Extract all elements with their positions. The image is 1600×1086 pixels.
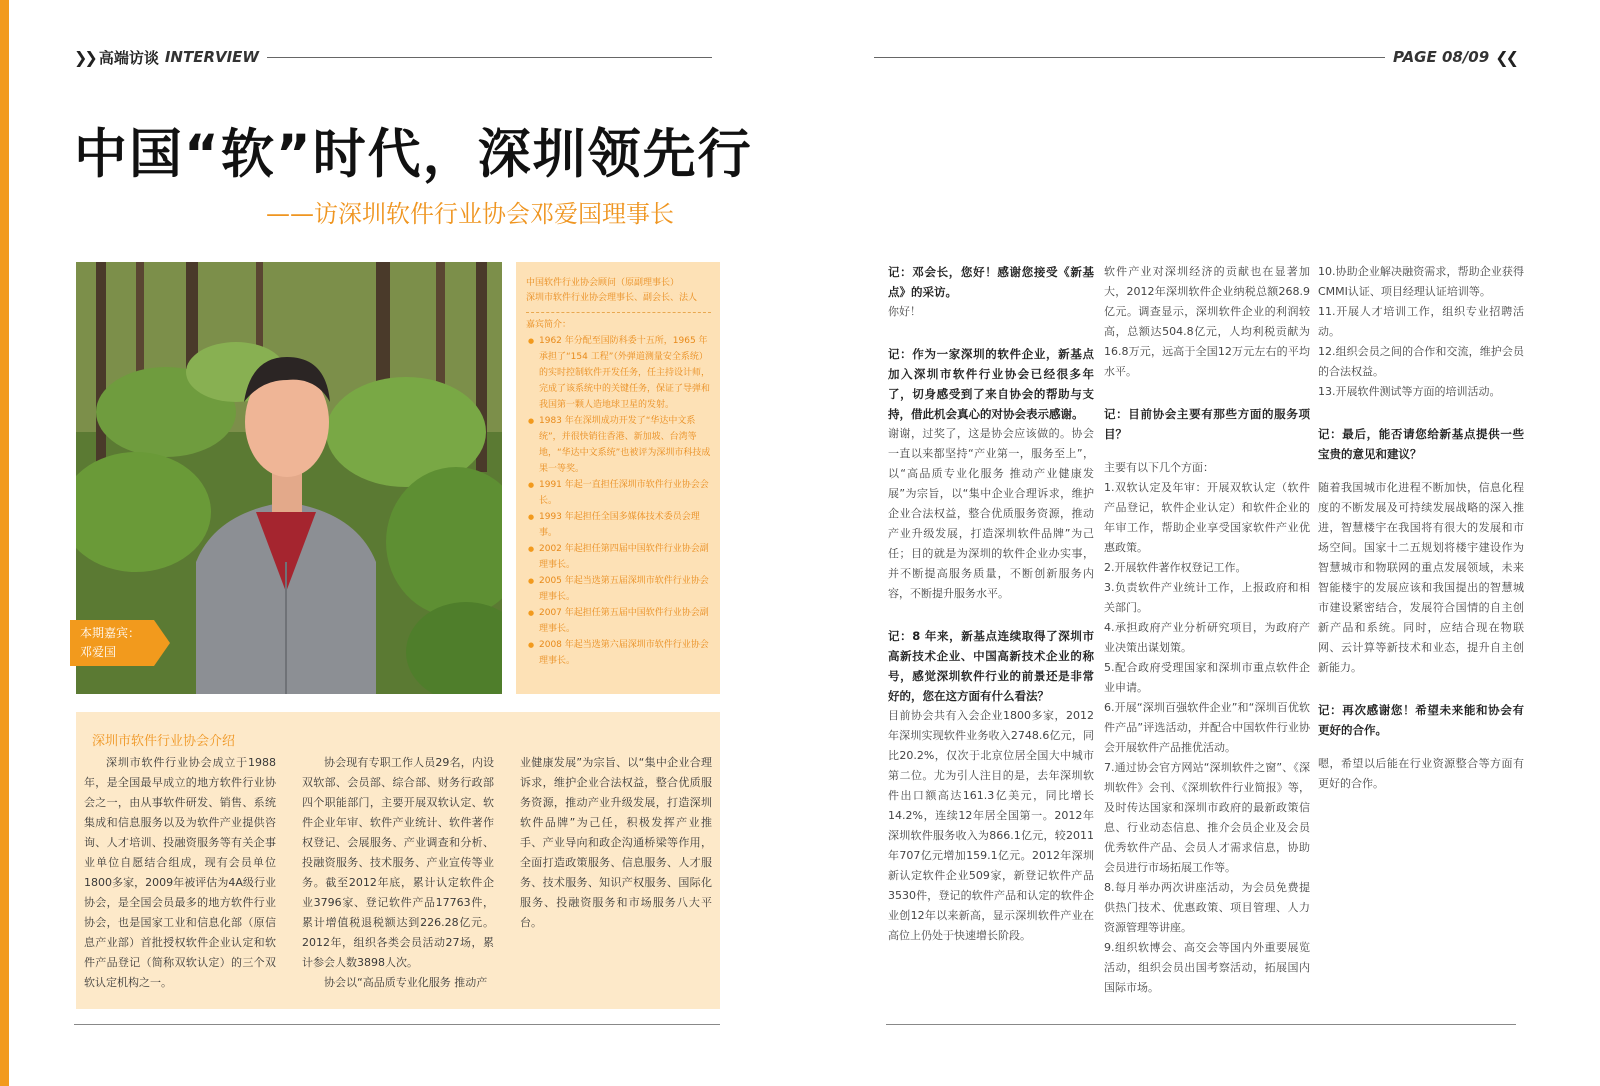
answer: 主要有以下几个方面：	[1104, 461, 1214, 474]
service-item: 1.双软认定及年审：开展双软认定（软件产品登记，软件企业认定）和软件企业的年审工作，帮助企业享受国家软件产业优惠政策。	[1104, 481, 1310, 554]
question: 记：8 年来，新基点连续取得了深圳市高新技术企业、中国高新技术企业的称号，感觉深圳软件行业的前景还是非常好的，您在这方面有什么看法？	[888, 629, 1094, 703]
page-number: PAGE 08/09	[1392, 48, 1490, 66]
section-label-cn: 高端访谈	[98, 48, 159, 67]
guest-bio-box	[516, 262, 720, 694]
header-right	[866, 46, 1516, 68]
bio-item: ● 2002 年起担任第四届中国软件行业协会副理事长。	[526, 541, 711, 573]
section-label-en: INTERVIEW	[164, 48, 259, 66]
bio-role: 深圳市软件行业协会理事长、副会长、法人	[526, 293, 698, 303]
guest-badge-name: 邓爱国	[80, 645, 117, 659]
service-item: 7.通过协会官方网站“深圳软件之窗”、《深圳软件》会刊、《深圳软件行业简报》等，及时传达国家和深圳市政府的最新政策信息、行业动态信息、推介会员企业及会员优秀软件产品、会员人才需求信息，协助会员进行市场拓展工作等。	[1104, 761, 1310, 874]
service-item: 3.负责软件产业统计工作，上报政府和相关部门。	[1104, 581, 1310, 614]
service-item: 5.配合政府受理国家和深圳市重点软件企业申请。	[1104, 661, 1310, 694]
intro-paragraph: 协会现有专职工作人员29名，内设双软部、会员部、综合部、财务行政部四个职能部门，主要开展双软认定、软件企业年审、软件产业统计、软件著作权登记、会展服务、产业调查和分析、投融资服务、技术服务、产业宣传等业务。截至2012年底，累计认定软件企业3796家、登记软件产品17763件，累计增值税退税额达到226.28亿元。2012年，组织各类会员活动27场，累计参会人数3898人次。	[302, 756, 494, 969]
intro-column	[520, 753, 712, 993]
service-item: 4.承担政府产业分析研究项目，为政府产业决策出谋划策。	[1104, 621, 1310, 654]
bio-divider	[526, 312, 711, 313]
interview-column-1	[888, 262, 1094, 946]
service-item: 8.每月举办两次讲座活动，为会员免费提供热门技术、优惠政策、项目管理、人力资源管理等讲座。	[1104, 881, 1310, 934]
answer: 目前协会共有入会企业1800多家，2012年深圳实现软件业务收入2748.6亿元，同比20.2%，仅次于北京位居全国大中城市第二位。尤为引人注目的是，去年深圳软件出口额高达161.3亿美元，同比增长14.2%，连续12年居全国第一。2012年深圳软件服务收入为866.1亿元，较2011年707亿元增加159.1亿元。2012年深圳新认定软件企业509家，新登记软件产品3530件，登记的软件产品和认定的软件企业创12年以来新高，显示深圳软件产业在高位上仍处于快速增长阶段。	[888, 709, 1094, 942]
article-subtitle: ——访深圳软件行业协会邓爱国理事长	[266, 200, 674, 228]
answer: 软件产业对深圳经济的贡献也在显著加大，2012年深圳软件企业纳税总额268.9亿元。调查显示，深圳软件企业的利润较高，总额达504.8亿元，人均利税贡献为16.8万元，远高于全国12万元左右的平均水平。	[1104, 265, 1310, 378]
association-intro-box	[76, 712, 720, 1009]
answer: 你好！	[888, 305, 921, 318]
answer: 谢谢，过奖了，这是协会应该做的。协会一直以来都坚持“产业第一，服务至上”，以“高品质专业化服务 推动产业健康发展”为宗旨，以“集中企业合理诉求，维护企业合法权益，整合优质服务资源，推动产业升级发展，打造深圳软件品牌”为己任；目的就是为深圳的软件企业办实事，并不断提高服务质量，不断创新服务内容，不断提升服务水平。	[888, 427, 1094, 600]
double-chevron-right-icon: ❯❯	[74, 47, 95, 67]
guest-badge	[70, 620, 170, 666]
intro-heading: 深圳市软件行业协会介绍	[92, 734, 236, 749]
header-rule	[267, 57, 712, 58]
service-item: 12.组织会员之间的合作和交流，维护会员的合法权益。	[1318, 345, 1524, 378]
header-rule	[874, 57, 1385, 58]
service-item: 9.组织软博会、高交会等国内外重要展览活动，组织会员出国考察活动，拓展国内国际市场。	[1104, 941, 1310, 994]
article-title: 中国“软”时代，深圳领先行	[74, 124, 753, 185]
header-left	[74, 46, 720, 68]
question: 记：目前协会主要有那些方面的服务项目？	[1104, 407, 1310, 441]
answer: 嗯，希望以后能在行业资源整合等方面有更好的合作。	[1318, 757, 1524, 790]
service-item: 10.协助企业解决融资需求，帮助企业获得CMMI认证、项目经理认证培训等。	[1318, 265, 1524, 298]
question: 记：最后，能否请您给新基点提供一些宝贵的意见和建议？	[1318, 427, 1524, 461]
answer: 随着我国城市化进程不断加快，信息化程度的不断发展及可持续发展战略的深入推进，智慧楼宇在我国将有很大的发展和市场空间。国家十二五规划将楼宇建设作为智慧城市和物联网的重点发展领域，未来智能楼宇的发展应该和我国提出的智慧城市建设紧密结合，发展符合国情的自主创新产品和系统。同时，应结合现在物联网、云计算等新技术和业态，提升自主创新能力。	[1318, 481, 1524, 674]
bio-item: ● 2008 年起当选第六届深圳市软件行业协会理事长。	[526, 637, 711, 669]
bio-item: ● 1993 年起担任全国多媒体技术委员会理事。	[526, 509, 711, 541]
service-item: 6.开展“深圳百强软件企业”和“深圳百优软件产品”评选活动，并配合中国软件行业协会开展软件产品推优活动。	[1104, 701, 1310, 754]
guest-badge-label: 本期嘉宾：	[80, 626, 141, 640]
bio-intro-label: 嘉宾简介：	[526, 320, 572, 330]
intro-paragraph: 业健康发展”为宗旨、以“集中企业合理诉求，维护企业合法权益，整合优质服务资源，推动产业升级发展，打造深圳软件品牌”为己任，积极发挥产业推手、产业导向和政企沟通桥梁等作用，全面打造政策服务、信息服务、人才服务、技术服务、知识产权服务、国际化服务、投融资服务和市场服务八大平台。	[520, 756, 712, 929]
bio-item: ● 1962 年分配至国防科委十五所，1965 年承担了“154 工程”（外弹道测量安全系统）的实时控制软件开发任务，任主持设计师，完成了该系统中的关键任务，保证了导弹和我国第一颗人造地球卫星的发射。	[526, 333, 711, 413]
bio-list	[526, 333, 711, 669]
interview-column-2	[1104, 262, 1310, 998]
intro-column	[84, 753, 276, 993]
intro-column	[302, 753, 494, 993]
bio-item: ● 1991 年起一直担任深圳市软件行业协会会长。	[526, 477, 711, 509]
service-item: 13.开展软件测试等方面的培训活动。	[1318, 385, 1501, 398]
footer-rule-right	[886, 1024, 1516, 1025]
bio-item: ● 2007 年起担任第五届中国软件行业协会副理事长。	[526, 605, 711, 637]
question: 记：再次感谢您！希望未来能和协会有更好的合作。	[1318, 703, 1524, 737]
bio-item: ● 1983 年在深圳成功开发了“华达中文系统”，并很快销往香港、新加坡、台湾等地，“华达中文系统”也被评为深圳市科技成果一等奖。	[526, 413, 711, 477]
double-chevron-left-icon: ❮❮	[1495, 47, 1516, 67]
intro-paragraph: 协会以“高品质专业化服务 推动产	[324, 976, 488, 989]
footer-rule-left	[74, 1024, 720, 1025]
orange-spine-bar	[0, 0, 9, 1086]
interview-column-3	[1318, 262, 1524, 794]
question: 记：作为一家深圳的软件企业，新基点加入深圳市软件行业协会已经很多年了，切身感受到了来自协会的帮助与支持，借此机会真心的对协会表示感谢。	[888, 347, 1094, 421]
service-item: 11.开展人才培训工作，组织专业招聘活动。	[1318, 305, 1524, 338]
service-item: 2.开展软件著作权登记工作。	[1104, 561, 1247, 574]
intro-paragraph: 深圳市软件行业协会成立于1988年，是全国最早成立的地方软件行业协会之一，由从事软件研发、销售、系统集成和信息服务以及为软件产业提供咨询、人才培训、投融资服务等有关企事业单位自愿结合组成，现有会员单位1800多家，2009年被评估为4A级行业协会，是全国会员最多的地方软件行业协会，也是国家工业和信息化部（原信息产业部）首批授权软件企业认定和软件产品登记（简称双软认定）的三个双软认定机构之一。	[84, 756, 276, 989]
question: 记：邓会长，您好！感谢您接受《新基点》的采访。	[888, 265, 1094, 299]
bio-role: 中国软件行业协会顾问（原副理事长）	[526, 278, 680, 288]
bio-item: ● 2005 年起当选第五届深圳市软件行业协会理事长。	[526, 573, 711, 605]
